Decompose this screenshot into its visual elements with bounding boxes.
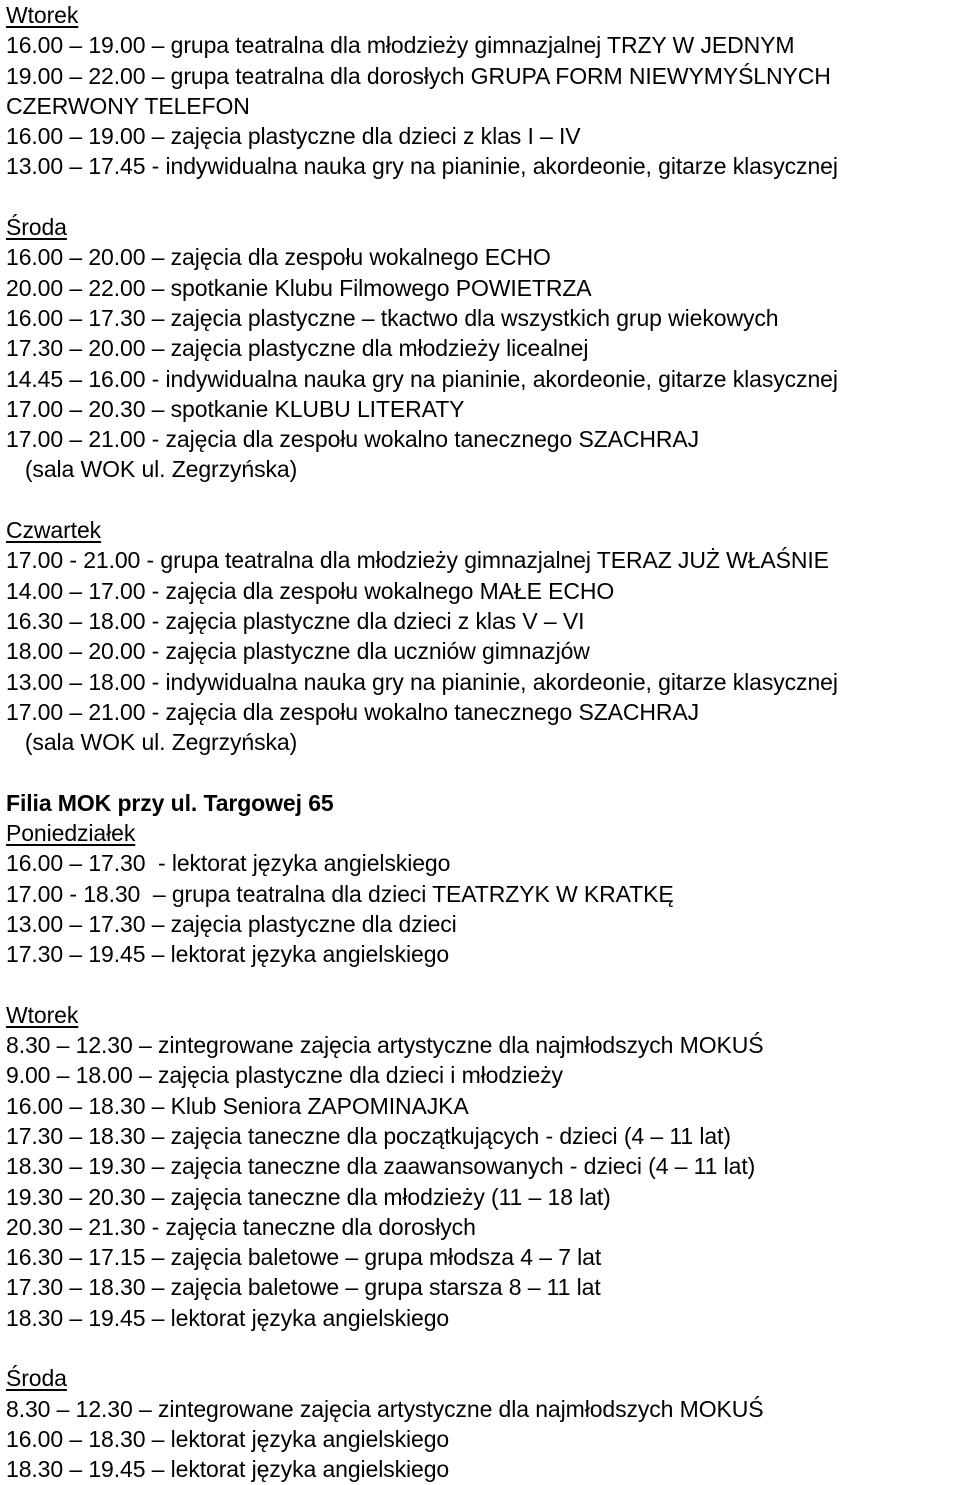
schedule-line: 17.00 – 21.00 - zajęcia dla zespołu wokalno tanecznego SZACHRAJ (6, 698, 700, 725)
day-heading-wednesday: Środa (6, 1365, 67, 1392)
schedule-line: CZERWONY TELEFON (6, 92, 250, 119)
spacer (6, 485, 960, 515)
schedule-line: 18.30 – 19.30 – zajęcia taneczne dla zaawansowanych - dzieci (4 – 11 lat) (6, 1153, 756, 1180)
schedule-line: 14.00 – 17.00 - zajęcia dla zespołu wokalnego MAŁE ECHO (6, 577, 615, 604)
schedule-line: 13.00 – 17.30 – zajęcia plastyczne dla dzieci (6, 910, 457, 937)
schedule-line: 16.30 – 18.00 - zajęcia plastyczne dla dzieci z klas V – VI (6, 607, 585, 634)
schedule-line: (sala WOK ul. Zegrzyńska) (6, 456, 298, 483)
schedule-line: 19.30 – 20.30 – zajęcia taneczne dla młodzieży (11 – 18 lat) (6, 1183, 611, 1210)
schedule-line: 18.30 – 19.45 – lektorat języka angielskiego (6, 1456, 450, 1483)
schedule-line: 16.00 – 17.30 – zajęcia plastyczne – tkactwo dla wszystkich grup wiekowych (6, 304, 779, 331)
schedule-line: 17.30 – 20.00 – zajęcia plastyczne dla młodzieży licealnej (6, 335, 589, 362)
schedule-line: 17.30 – 18.30 – zajęcia taneczne dla początkujących - dzieci (4 – 11 lat) (6, 1122, 731, 1149)
schedule-line: (sala WOK ul. Zegrzyńska) (6, 729, 298, 756)
schedule-line: 19.00 – 22.00 – grupa teatralna dla dorosłych GRUPA FORM NIEWYMYŚLNYCH (6, 62, 831, 89)
schedule-line: 8.30 – 12.30 – zintegrowane zajęcia artystyczne dla najmłodszych MOKUŚ (6, 1032, 764, 1059)
schedule-line: 17.30 – 18.30 – zajęcia baletowe – grupa starsza 8 – 11 lat (6, 1274, 601, 1301)
schedule-line: 17.00 - 18.30 – grupa teatralna dla dzieci TEATRZYK W KRATKĘ (6, 880, 674, 907)
spacer (6, 182, 960, 212)
schedule-line: 13.00 – 17.45 - indywidualna nauka gry na pianinie, akordeonie, gitarze klasycznej (6, 153, 838, 180)
schedule-line: 16.00 – 20.00 – zajęcia dla zespołu wokalnego ECHO (6, 244, 551, 271)
schedule-line: 14.45 – 16.00 - indywidualna nauka gry na pianinie, akordeonie, gitarze klasycznej (6, 365, 838, 392)
schedule-line: 20.30 – 21.30 - zajęcia taneczne dla dorosłych (6, 1213, 476, 1240)
schedule-line: 18.30 – 19.45 – lektorat języka angielskiego (6, 1304, 450, 1331)
spacer (6, 970, 960, 1000)
schedule-line: 18.00 – 20.00 - zajęcia plastyczne dla uczniów gimnazjów (6, 638, 590, 665)
day-heading-thursday: Czwartek (6, 517, 102, 544)
schedule-line: 17.30 – 19.45 – lektorat języka angielskiego (6, 941, 450, 968)
schedule-line: 17.00 – 20.30 – spotkanie KLUBU LITERATY (6, 395, 465, 422)
day-heading-tuesday: Wtorek (6, 2, 79, 28)
schedule-line: 13.00 – 18.00 - indywidualna nauka gry na pianinie, akordeonie, gitarze klasycznej (6, 668, 838, 695)
schedule-line: 16.00 – 17.30 - lektorat języka angielskiego (6, 850, 451, 877)
day-heading-tuesday: Wtorek (6, 1001, 79, 1028)
schedule-line: 16.00 – 18.30 – lektorat języka angielskiego (6, 1425, 450, 1452)
day-heading-monday: Poniedziałek (6, 820, 136, 847)
schedule-line: 17.00 - 21.00 - grupa teatralna dla młodzieży gimnazjalnej TERAZ JUŻ WŁAŚNIE (6, 547, 829, 574)
schedule-line: 16.00 – 19.00 – zajęcia plastyczne dla dzieci z klas I – IV (6, 123, 581, 150)
schedule-line: 17.00 – 21.00 - zajęcia dla zespołu wokalno tanecznego SZACHRAJ (6, 426, 700, 453)
schedule-line: 16.00 – 18.30 – Klub Seniora ZAPOMINAJKA (6, 1092, 469, 1119)
spacer (6, 1333, 960, 1363)
day-heading-wednesday: Środa (6, 214, 67, 241)
branch-heading: Filia MOK przy ul. Targowej 65 (6, 789, 334, 816)
schedule-line: 16.30 – 17.15 – zajęcia baletowe – grupa młodsza 4 – 7 lat (6, 1244, 602, 1271)
schedule-line: 9.00 – 18.00 – zajęcia plastyczne dla dzieci i młodzieży (6, 1062, 563, 1089)
schedule-line: 20.00 – 22.00 – spotkanie Klubu Filmowego POWIETRZA (6, 274, 592, 301)
spacer (6, 757, 960, 787)
schedule-line: 16.00 – 19.00 – grupa teatralna dla młodzieży gimnazjalnej TRZY W JEDNYM (6, 32, 795, 59)
schedule-line: 8.30 – 12.30 – zintegrowane zajęcia artystyczne dla najmłodszych MOKUŚ (6, 1395, 764, 1422)
